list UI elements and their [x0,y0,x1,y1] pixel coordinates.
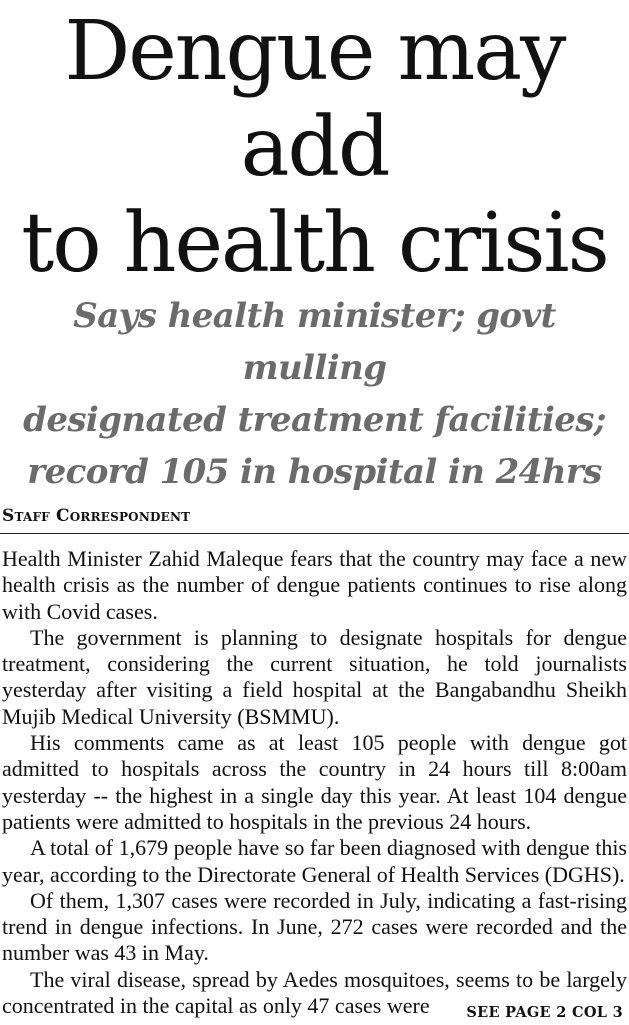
article [0,4,629,1019]
headline-line-2: to health crisis [21,196,608,291]
paragraph-6: The viral disease, spread by Aedes mosquitoes, seems to be largely concentrated in the capital as only 47 cases were [2,966,627,1019]
byline-divider [0,533,629,534]
subhead-line-3: record 105 in hospital in 24hrs [27,452,602,492]
continuation-jump-line[interactable]: SEE PAGE 2 COL 3 [466,1004,623,1021]
paragraph-4: A total of 1,679 people have so far been diagnosed with dengue this year, according to the Directorate General of Health Services (DGHS). [2,835,627,887]
subheadline [0,290,629,498]
subhead-line-2: designated treatment facilities; [23,400,606,440]
paragraph-5: Of them, 1,307 cases were recorded in July, indicating a fast-rising trend in dengue infections. In June, 272 cases were recorded and the number was 43 in May. [2,887,627,966]
paragraph-3: His comments came as at least 105 people with dengue got admitted to hospitals across the country in 24 hours till 8:00am yesterday -- the highest in a single day this year. At least 104 dengue patients were admitted to hospitals in the previous 24 hours. [2,730,627,834]
article-body [2,546,627,1019]
paragraph-1: Health Minister Zahid Maleque fears that the country may face a new health crisis as the number of dengue patients continues to rise along with Covid cases. [2,546,627,624]
subhead-line-1: Says health minister; govt mulling [73,296,556,388]
paragraph-2: The government is planning to designate hospitals for dengue treatment, considering the current situation, he told journalists yesterday after visiting a field hospital at the Bangabandhu Sheikh Mujib Medical University (BSMMU). [2,624,627,729]
byline: Staff Correspondent [2,506,191,526]
headline-line-1: Dengue may add [64,4,565,195]
headline [0,4,629,292]
